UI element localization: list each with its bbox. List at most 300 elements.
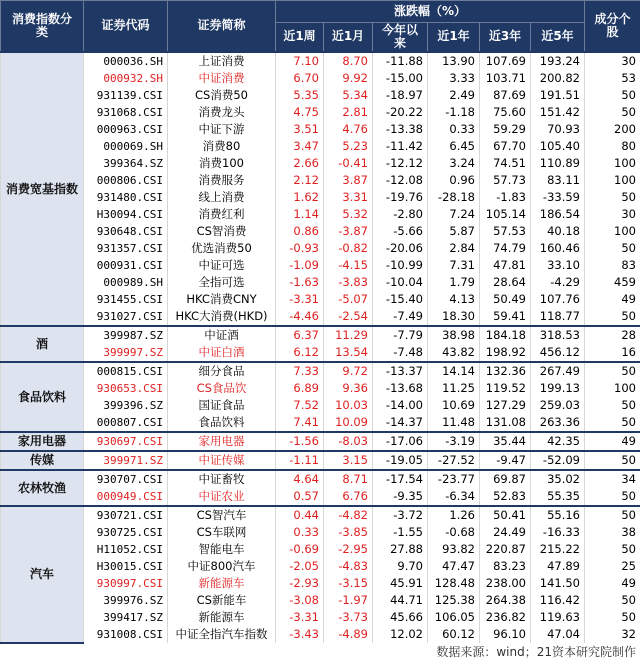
index-code-cell: 000949.CSI bbox=[84, 488, 168, 506]
index-code-cell: H11052.CSI bbox=[84, 541, 168, 558]
constituent-count-cell: 50 bbox=[585, 609, 640, 626]
change-5y-cell: 318.53 bbox=[531, 326, 585, 344]
change-1y-cell: 1.26 bbox=[428, 506, 480, 524]
index-name-cell: 国证食品 bbox=[168, 397, 276, 414]
change-3y-cell: 132.36 bbox=[480, 362, 531, 380]
change-1y-cell: 10.69 bbox=[428, 397, 480, 414]
constituent-count-cell: 50 bbox=[585, 541, 640, 558]
change-1w-cell: 6.37 bbox=[276, 326, 324, 344]
index-name-cell: 新能源车 bbox=[168, 575, 276, 592]
change-1w-cell: 2.66 bbox=[276, 155, 324, 172]
change-1y-cell: 128.48 bbox=[428, 575, 480, 592]
change-3y-cell: 119.52 bbox=[480, 380, 531, 397]
table-row bbox=[1, 470, 640, 488]
index-name-cell: 食品饮料 bbox=[168, 414, 276, 432]
category-label: 汽车 bbox=[1, 506, 84, 643]
index-code-cell: 930648.CSI bbox=[84, 223, 168, 240]
change-1m-cell: -5.07 bbox=[324, 291, 373, 308]
index-code-cell: 000069.SH bbox=[84, 138, 168, 155]
constituent-count-cell: 30 bbox=[585, 206, 640, 223]
change-ytd-cell: -3.72 bbox=[373, 506, 428, 524]
change-5y-cell: 33.10 bbox=[531, 257, 585, 274]
change-3y-cell: 74.79 bbox=[480, 240, 531, 257]
change-5y-cell: -33.59 bbox=[531, 189, 585, 206]
change-5y-cell: 107.76 bbox=[531, 291, 585, 308]
change-1y-cell: 0.96 bbox=[428, 172, 480, 189]
change-3y-cell: 47.81 bbox=[480, 257, 531, 274]
change-3y-cell: 236.82 bbox=[480, 609, 531, 626]
table-row bbox=[1, 189, 640, 206]
constituent-count-cell: 100 bbox=[585, 223, 640, 240]
change-1w-cell: -1.56 bbox=[276, 432, 324, 451]
index-name-cell: CS智汽车 bbox=[168, 506, 276, 524]
table-row bbox=[1, 380, 640, 397]
change-1w-cell: -3.08 bbox=[276, 592, 324, 609]
index-name-cell: CS食品饮 bbox=[168, 380, 276, 397]
table-row bbox=[1, 87, 640, 104]
change-3y-cell: 105.14 bbox=[480, 206, 531, 223]
change-5y-cell: 151.42 bbox=[531, 104, 585, 121]
index-name-cell: 细分食品 bbox=[168, 362, 276, 380]
index-code-cell: 930997.CSI bbox=[84, 575, 168, 592]
index-code-cell: 930697.CSI bbox=[84, 432, 168, 451]
change-3y-cell: 69.87 bbox=[480, 470, 531, 488]
change-5y-cell: 105.40 bbox=[531, 138, 585, 155]
change-1m-cell: -8.03 bbox=[324, 432, 373, 451]
index-code-cell: 399364.SZ bbox=[84, 155, 168, 172]
change-ytd-cell: -20.22 bbox=[373, 104, 428, 121]
table-row bbox=[1, 326, 640, 344]
header-5y: 近5年 bbox=[531, 23, 585, 52]
index-name-cell: 新能源车 bbox=[168, 609, 276, 626]
change-1y-cell: 5.87 bbox=[428, 223, 480, 240]
table-row bbox=[1, 558, 640, 575]
change-1w-cell: -3.31 bbox=[276, 291, 324, 308]
change-5y-cell: 40.18 bbox=[531, 223, 585, 240]
change-1w-cell: 4.64 bbox=[276, 470, 324, 488]
index-name-cell: 中证消费 bbox=[168, 70, 276, 87]
change-1y-cell: 38.98 bbox=[428, 326, 480, 344]
change-3y-cell: 184.18 bbox=[480, 326, 531, 344]
table-row bbox=[1, 172, 640, 189]
change-1w-cell: 6.70 bbox=[276, 70, 324, 87]
change-1y-cell: 11.48 bbox=[428, 414, 480, 432]
constituent-count-cell: 25 bbox=[585, 558, 640, 575]
table-row bbox=[1, 121, 640, 138]
index-code-cell: 399976.SZ bbox=[84, 592, 168, 609]
change-3y-cell: 103.71 bbox=[480, 70, 531, 87]
change-1w-cell: 1.62 bbox=[276, 189, 324, 206]
change-3y-cell: 59.29 bbox=[480, 121, 531, 138]
table-row bbox=[1, 52, 640, 70]
change-ytd-cell: -2.80 bbox=[373, 206, 428, 223]
change-3y-cell: 131.08 bbox=[480, 414, 531, 432]
change-1y-cell: 2.49 bbox=[428, 87, 480, 104]
constituent-count-cell: 50 bbox=[585, 87, 640, 104]
index-code-cell: 399396.SZ bbox=[84, 397, 168, 414]
index-name-cell: 中证传媒 bbox=[168, 451, 276, 470]
change-5y-cell: 35.02 bbox=[531, 470, 585, 488]
index-name-cell: 消费红利 bbox=[168, 206, 276, 223]
change-1y-cell: 4.13 bbox=[428, 291, 480, 308]
change-ytd-cell: -19.76 bbox=[373, 189, 428, 206]
change-1w-cell: -3.43 bbox=[276, 626, 324, 643]
change-ytd-cell: 27.88 bbox=[373, 541, 428, 558]
index-name-cell: HKC大消费(HKD) bbox=[168, 308, 276, 326]
index-code-cell: 399987.SZ bbox=[84, 326, 168, 344]
change-5y-cell: -52.09 bbox=[531, 451, 585, 470]
index-code-cell: 399971.SZ bbox=[84, 451, 168, 470]
header-1y: 近1年 bbox=[428, 23, 480, 52]
index-name-cell: CS消费50 bbox=[168, 87, 276, 104]
change-1w-cell: 7.10 bbox=[276, 52, 324, 70]
change-3y-cell: 28.64 bbox=[480, 274, 531, 291]
change-1y-cell: 47.47 bbox=[428, 558, 480, 575]
table-row bbox=[1, 414, 640, 432]
index-code-cell: H30094.CSI bbox=[84, 206, 168, 223]
index-code-cell: 399417.SZ bbox=[84, 609, 168, 626]
change-3y-cell: 264.38 bbox=[480, 592, 531, 609]
change-ytd-cell: -11.42 bbox=[373, 138, 428, 155]
index-code-cell: 931480.CSI bbox=[84, 189, 168, 206]
change-1m-cell: 5.32 bbox=[324, 206, 373, 223]
index-name-cell: 中证可选 bbox=[168, 257, 276, 274]
change-ytd-cell: 12.02 bbox=[373, 626, 428, 643]
change-1w-cell: -3.31 bbox=[276, 609, 324, 626]
index-code-cell: 399997.SZ bbox=[84, 344, 168, 362]
change-5y-cell: 263.36 bbox=[531, 414, 585, 432]
table-row bbox=[1, 240, 640, 257]
change-1m-cell: 3.15 bbox=[324, 451, 373, 470]
change-1m-cell: 9.92 bbox=[324, 70, 373, 87]
constituent-count-cell: 34 bbox=[585, 470, 640, 488]
index-code-cell: 000963.CSI bbox=[84, 121, 168, 138]
change-1y-cell: 11.25 bbox=[428, 380, 480, 397]
table-row bbox=[1, 308, 640, 326]
change-3y-cell: 107.69 bbox=[480, 52, 531, 70]
constituent-count-cell: 50 bbox=[585, 451, 640, 470]
change-1w-cell: 0.44 bbox=[276, 506, 324, 524]
change-3y-cell: 59.41 bbox=[480, 308, 531, 326]
index-code-cell: 000815.CSI bbox=[84, 362, 168, 380]
index-code-cell: 000989.SH bbox=[84, 274, 168, 291]
change-3y-cell: 57.53 bbox=[480, 223, 531, 240]
table-row bbox=[1, 291, 640, 308]
index-name-cell: 中证农业 bbox=[168, 488, 276, 506]
change-1y-cell: 125.38 bbox=[428, 592, 480, 609]
change-ytd-cell: -10.04 bbox=[373, 274, 428, 291]
change-5y-cell: 141.50 bbox=[531, 575, 585, 592]
index-name-cell: 中证下游 bbox=[168, 121, 276, 138]
table-row bbox=[1, 344, 640, 362]
header-constituents: 成分个股 bbox=[585, 1, 640, 52]
change-1y-cell: -1.18 bbox=[428, 104, 480, 121]
change-1m-cell: 2.81 bbox=[324, 104, 373, 121]
table-row bbox=[1, 524, 640, 541]
change-1y-cell: 1.79 bbox=[428, 274, 480, 291]
constituent-count-cell: 50 bbox=[585, 397, 640, 414]
change-1w-cell: -0.93 bbox=[276, 240, 324, 257]
constituent-count-cell: 200 bbox=[585, 121, 640, 138]
index-code-cell: 930653.CSI bbox=[84, 380, 168, 397]
constituent-count-cell: 50 bbox=[585, 592, 640, 609]
change-3y-cell: 75.60 bbox=[480, 104, 531, 121]
change-5y-cell: -4.29 bbox=[531, 274, 585, 291]
index-name-cell: 中证全指汽车指数 bbox=[168, 626, 276, 643]
change-ytd-cell: -17.54 bbox=[373, 470, 428, 488]
table-row bbox=[1, 155, 640, 172]
change-1m-cell: -4.83 bbox=[324, 558, 373, 575]
change-1w-cell: 2.12 bbox=[276, 172, 324, 189]
index-code-cell: 000036.SH bbox=[84, 52, 168, 70]
change-1w-cell: 0.86 bbox=[276, 223, 324, 240]
index-name-cell: 家用电器 bbox=[168, 432, 276, 451]
change-1y-cell: -28.18 bbox=[428, 189, 480, 206]
change-1m-cell: 3.31 bbox=[324, 189, 373, 206]
change-ytd-cell: -12.12 bbox=[373, 155, 428, 172]
category-label: 消费宽基指数 bbox=[1, 52, 84, 326]
index-code-cell: 930725.CSI bbox=[84, 524, 168, 541]
change-1y-cell: 3.24 bbox=[428, 155, 480, 172]
change-3y-cell: 87.69 bbox=[480, 87, 531, 104]
change-ytd-cell: 44.71 bbox=[373, 592, 428, 609]
change-1w-cell: 3.51 bbox=[276, 121, 324, 138]
change-1y-cell: 60.12 bbox=[428, 626, 480, 643]
change-ytd-cell: -14.37 bbox=[373, 414, 428, 432]
constituent-count-cell: 50 bbox=[585, 104, 640, 121]
change-3y-cell: 57.73 bbox=[480, 172, 531, 189]
change-5y-cell: 193.24 bbox=[531, 52, 585, 70]
change-1m-cell: 4.76 bbox=[324, 121, 373, 138]
header-category: 消费指数分类 bbox=[1, 1, 84, 52]
change-5y-cell: 47.04 bbox=[531, 626, 585, 643]
index-name-cell: 智能电车 bbox=[168, 541, 276, 558]
change-1m-cell: 5.34 bbox=[324, 87, 373, 104]
change-1w-cell: 7.33 bbox=[276, 362, 324, 380]
change-ytd-cell: -15.00 bbox=[373, 70, 428, 87]
change-1y-cell: 2.84 bbox=[428, 240, 480, 257]
data-source-note: 数据来源：wind；21资本研究院制作 bbox=[436, 645, 636, 659]
category-label: 农林牧渔 bbox=[1, 470, 84, 506]
change-1w-cell: 4.75 bbox=[276, 104, 324, 121]
change-1m-cell: 9.36 bbox=[324, 380, 373, 397]
change-1w-cell: 7.52 bbox=[276, 397, 324, 414]
change-ytd-cell: -13.37 bbox=[373, 362, 428, 380]
index-code-cell: H30015.CSI bbox=[84, 558, 168, 575]
change-1m-cell: 5.23 bbox=[324, 138, 373, 155]
table-row bbox=[1, 451, 640, 470]
category-label: 家用电器 bbox=[1, 432, 84, 451]
constituent-count-cell: 49 bbox=[585, 432, 640, 451]
table-row bbox=[1, 541, 640, 558]
change-1y-cell: -0.68 bbox=[428, 524, 480, 541]
index-name-cell: HKC消费CNY bbox=[168, 291, 276, 308]
category-label: 酒 bbox=[1, 326, 84, 362]
change-5y-cell: 47.89 bbox=[531, 558, 585, 575]
change-5y-cell: 186.54 bbox=[531, 206, 585, 223]
change-3y-cell: 74.51 bbox=[480, 155, 531, 172]
change-1m-cell: -3.15 bbox=[324, 575, 373, 592]
change-3y-cell: 83.23 bbox=[480, 558, 531, 575]
table-row bbox=[1, 274, 640, 291]
constituent-count-cell: 50 bbox=[585, 362, 640, 380]
table-row bbox=[1, 575, 640, 592]
change-1y-cell: -3.19 bbox=[428, 432, 480, 451]
change-1m-cell: 6.76 bbox=[324, 488, 373, 506]
change-1w-cell: 6.12 bbox=[276, 344, 324, 362]
change-1w-cell: -1.09 bbox=[276, 257, 324, 274]
change-1w-cell: 0.57 bbox=[276, 488, 324, 506]
change-1m-cell: -2.95 bbox=[324, 541, 373, 558]
change-5y-cell: 160.46 bbox=[531, 240, 585, 257]
constituent-count-cell: 50 bbox=[585, 189, 640, 206]
change-5y-cell: 83.11 bbox=[531, 172, 585, 189]
change-ytd-cell: -5.66 bbox=[373, 223, 428, 240]
change-1y-cell: 0.33 bbox=[428, 121, 480, 138]
category-label: 传媒 bbox=[1, 451, 84, 470]
change-1y-cell: 13.90 bbox=[428, 52, 480, 70]
change-1y-cell: 6.45 bbox=[428, 138, 480, 155]
change-ytd-cell: -9.35 bbox=[373, 488, 428, 506]
header-change-group: 涨跌幅（%） bbox=[276, 1, 585, 23]
change-3y-cell: -1.83 bbox=[480, 189, 531, 206]
change-1m-cell: -3.73 bbox=[324, 609, 373, 626]
index-name-cell: 消费80 bbox=[168, 138, 276, 155]
change-1m-cell: -0.82 bbox=[324, 240, 373, 257]
change-ytd-cell: -15.40 bbox=[373, 291, 428, 308]
change-5y-cell: 259.03 bbox=[531, 397, 585, 414]
index-name-cell: 优选消费50 bbox=[168, 240, 276, 257]
change-5y-cell: 118.77 bbox=[531, 308, 585, 326]
change-1y-cell: 7.31 bbox=[428, 257, 480, 274]
change-1m-cell: -4.15 bbox=[324, 257, 373, 274]
constituent-count-cell: 49 bbox=[585, 575, 640, 592]
change-1w-cell: 6.89 bbox=[276, 380, 324, 397]
header-1w: 近1周 bbox=[276, 23, 324, 52]
change-1y-cell: 106.05 bbox=[428, 609, 480, 626]
header-3y: 近3年 bbox=[480, 23, 531, 52]
change-1m-cell: 8.70 bbox=[324, 52, 373, 70]
index-code-cell: 931027.CSI bbox=[84, 308, 168, 326]
index-code-cell: 931357.CSI bbox=[84, 240, 168, 257]
change-ytd-cell: -17.06 bbox=[373, 432, 428, 451]
change-1w-cell: -1.63 bbox=[276, 274, 324, 291]
change-1y-cell: 7.24 bbox=[428, 206, 480, 223]
table-row bbox=[1, 397, 640, 414]
constituent-count-cell: 16 bbox=[585, 344, 640, 362]
constituent-count-cell: 38 bbox=[585, 524, 640, 541]
index-name-cell: 上证消费 bbox=[168, 52, 276, 70]
constituent-count-cell: 100 bbox=[585, 380, 640, 397]
constituent-count-cell: 53 bbox=[585, 70, 640, 87]
constituent-count-cell: 30 bbox=[585, 52, 640, 70]
change-1y-cell: 93.82 bbox=[428, 541, 480, 558]
index-name-cell: CS车联网 bbox=[168, 524, 276, 541]
change-1w-cell: 7.41 bbox=[276, 414, 324, 432]
change-ytd-cell: -11.88 bbox=[373, 52, 428, 70]
table-body bbox=[1, 52, 640, 643]
index-name-cell: 中证畜牧 bbox=[168, 470, 276, 488]
change-3y-cell: 35.44 bbox=[480, 432, 531, 451]
change-1m-cell: -2.54 bbox=[324, 308, 373, 326]
index-name-cell: CS智消费 bbox=[168, 223, 276, 240]
table-row bbox=[1, 362, 640, 380]
constituent-count-cell: 50 bbox=[585, 414, 640, 432]
constituent-count-cell: 100 bbox=[585, 172, 640, 189]
change-ytd-cell: -7.48 bbox=[373, 344, 428, 362]
change-ytd-cell: -20.06 bbox=[373, 240, 428, 257]
change-ytd-cell: 45.66 bbox=[373, 609, 428, 626]
change-ytd-cell: -14.00 bbox=[373, 397, 428, 414]
constituent-count-cell: 80 bbox=[585, 138, 640, 155]
change-3y-cell: 50.41 bbox=[480, 506, 531, 524]
table-row bbox=[1, 70, 640, 87]
change-1y-cell: -27.52 bbox=[428, 451, 480, 470]
change-ytd-cell: -13.68 bbox=[373, 380, 428, 397]
change-3y-cell: 50.49 bbox=[480, 291, 531, 308]
index-name-cell: CS新能车 bbox=[168, 592, 276, 609]
change-5y-cell: 70.93 bbox=[531, 121, 585, 138]
index-code-cell: 000931.CSI bbox=[84, 257, 168, 274]
index-code-cell: 931068.CSI bbox=[84, 104, 168, 121]
change-3y-cell: 127.29 bbox=[480, 397, 531, 414]
index-code-cell: 000806.CSI bbox=[84, 172, 168, 189]
constituent-count-cell: 100 bbox=[585, 155, 640, 172]
change-3y-cell: 67.70 bbox=[480, 138, 531, 155]
category-label: 食品饮料 bbox=[1, 362, 84, 432]
table-row bbox=[1, 432, 640, 451]
header-ytd: 今年以来 bbox=[373, 23, 428, 52]
table-row bbox=[1, 104, 640, 121]
constituent-count-cell: 32 bbox=[585, 626, 640, 643]
constituent-count-cell: 50 bbox=[585, 240, 640, 257]
constituent-count-cell: 28 bbox=[585, 326, 640, 344]
change-1m-cell: -1.97 bbox=[324, 592, 373, 609]
change-1m-cell: -3.87 bbox=[324, 223, 373, 240]
table-row bbox=[1, 206, 640, 223]
index-code-cell: 000807.CSI bbox=[84, 414, 168, 432]
change-ytd-cell: -7.79 bbox=[373, 326, 428, 344]
change-1y-cell: 3.33 bbox=[428, 70, 480, 87]
index-name-cell: 中证白酒 bbox=[168, 344, 276, 362]
change-ytd-cell: -18.97 bbox=[373, 87, 428, 104]
index-code-cell: 931139.CSI bbox=[84, 87, 168, 104]
constituent-count-cell: 49 bbox=[585, 291, 640, 308]
header-1m: 近1月 bbox=[324, 23, 373, 52]
change-1w-cell: 3.47 bbox=[276, 138, 324, 155]
change-1m-cell: 9.72 bbox=[324, 362, 373, 380]
change-5y-cell: 199.13 bbox=[531, 380, 585, 397]
change-ytd-cell: -19.05 bbox=[373, 451, 428, 470]
index-name-cell: 中证800汽车 bbox=[168, 558, 276, 575]
table-row bbox=[1, 506, 640, 524]
change-1y-cell: -6.34 bbox=[428, 488, 480, 506]
index-code-cell: 931455.CSI bbox=[84, 291, 168, 308]
index-name-cell: 全指可选 bbox=[168, 274, 276, 291]
change-1w-cell: 5.35 bbox=[276, 87, 324, 104]
change-3y-cell: 96.10 bbox=[480, 626, 531, 643]
change-5y-cell: 42.35 bbox=[531, 432, 585, 451]
change-1w-cell: -1.11 bbox=[276, 451, 324, 470]
change-5y-cell: -16.33 bbox=[531, 524, 585, 541]
table-row bbox=[1, 488, 640, 506]
change-1m-cell: 8.71 bbox=[324, 470, 373, 488]
change-ytd-cell: -10.99 bbox=[373, 257, 428, 274]
index-name-cell: 消费服务 bbox=[168, 172, 276, 189]
change-ytd-cell: -7.49 bbox=[373, 308, 428, 326]
change-1y-cell: 43.82 bbox=[428, 344, 480, 362]
change-5y-cell: 119.63 bbox=[531, 609, 585, 626]
